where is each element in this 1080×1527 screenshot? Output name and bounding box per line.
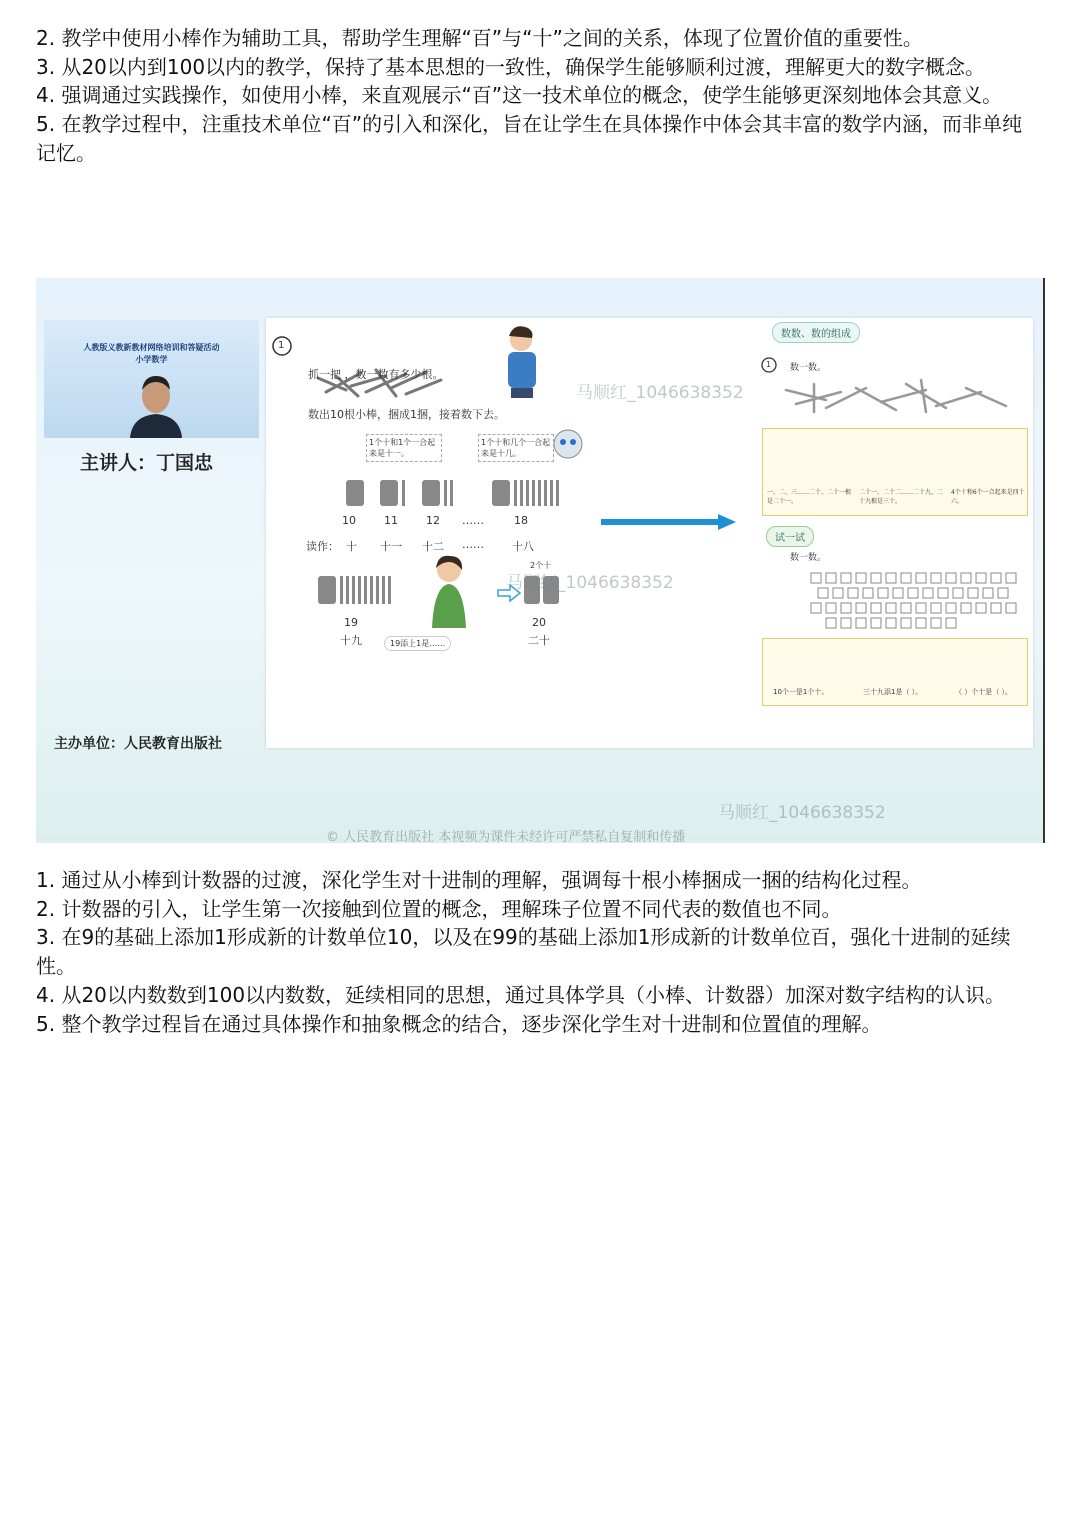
try-sub: 数一数。 <box>790 553 827 563</box>
read-label: 读作： <box>306 540 339 553</box>
note-item: 2. 计数器的引入，让学生第一次接触到位置的概念，理解珠子位置不同代表的数值也不同。 <box>36 896 842 921</box>
number-label: 18 <box>514 514 528 527</box>
watermark: 马顺红_1046638352 <box>718 803 886 823</box>
step-number: 1 <box>278 340 285 351</box>
cubes-panel <box>762 638 1028 706</box>
number-label: 11 <box>384 514 398 527</box>
try-tag: 试一试 <box>766 526 814 547</box>
number-label: 10 <box>342 514 356 527</box>
slide-instruction: 抓一把 ，数一数有多少根。 <box>308 368 444 381</box>
panel-text: （ ）个十是（ ）。 <box>955 688 1012 696</box>
panel-text: 4个十和6个一合起来是四十六。 <box>951 489 1025 505</box>
panel-text: 三十九添1是（ ）。 <box>863 688 923 696</box>
watermark: 马顺红_1046638352 <box>506 573 674 593</box>
number-label: …… <box>462 514 484 527</box>
video-screenshot <box>36 278 1045 843</box>
top-notes <box>36 24 1041 168</box>
bottom-notes <box>36 866 1041 1038</box>
presenter-card <box>44 320 259 438</box>
number-label: 19 <box>344 616 358 629</box>
course-subtitle: 小学数学 <box>135 355 168 364</box>
read-text: 十一 <box>380 540 402 553</box>
section-tag: 数数、数的组成 <box>772 322 860 343</box>
panel-text: 二十一、二十二……二十九、二十九根是三十。 <box>859 489 944 505</box>
step-label: 数一数。 <box>790 363 827 373</box>
speaker-label: 主讲人：丁国忠 <box>80 452 214 474</box>
note-item: 1. 通过从小棒到计数器的过渡，深化学生对十进制的理解，强调每十根小棒捆成一捆的结构化过程。 <box>36 868 922 892</box>
group-label: 2个十 <box>530 561 552 570</box>
panel-text: 10个一是1个十。 <box>773 688 829 696</box>
panel-text: 一、二、三……二十、二十一根是二十一。 <box>767 489 852 505</box>
note-item: 3. 从20以内到100以内的教学，保持了基本思想的一致性，确保学生能够顺利过渡，理解更大的数字概念。 <box>36 54 986 79</box>
read-text: …… <box>462 538 484 551</box>
note-item: 4. 强调通过实践操作，如使用小棒，来直观展示“百”这一技术单位的概念，使学生能够更深刻地体会其意义。 <box>36 83 1003 108</box>
number-label: 12 <box>426 514 440 527</box>
speech-bubble: 19添上1是…… <box>384 636 451 651</box>
number-label: 20 <box>532 616 546 629</box>
speech-bubble: 1个十和几个一合起来是十几。 <box>478 434 554 462</box>
counting-panel <box>762 428 1028 516</box>
speech-bubble: 1个十和1个一合起来是十一。 <box>366 434 442 462</box>
read-text: 十 <box>346 540 357 553</box>
read-text: 二十 <box>528 634 550 647</box>
read-text: 十二 <box>422 540 444 553</box>
read-text: 十八 <box>512 540 534 553</box>
note-item: 4. 从20以内数数到100以内数数，延续相同的思想，通过具体学具（小棒、计数器）加深对数字结构的认识。 <box>36 982 1006 1007</box>
presenter-image <box>124 368 188 438</box>
copyright-notice: © 人民教育出版社 本视频为课件未经许可严禁私自复制和传播 <box>326 830 686 843</box>
organizer-label: 主办单位：人民教育出版社 <box>54 736 222 752</box>
note-item: 2. 教学中使用小棒作为辅助工具，帮助学生理解“百”与“十”之间的关系，体现了位置价值的重要性。 <box>36 26 923 50</box>
slide-subinstruction: 数出10根小棒，捆成1捆，接着数下去。 <box>308 408 505 421</box>
course-title: 人教版义教新教材网络培训和答疑活动 <box>83 343 220 352</box>
note-item: 5. 在教学过程中，注重技术单位“百”的引入和深化，旨在让学生在具体操作中体会其丰富的数学内涵，而非单纯记忆。 <box>36 112 1023 165</box>
read-text: 十九 <box>340 634 362 647</box>
watermark: 马顺红_1046638352 <box>576 383 744 403</box>
note-item: 3. 在9的基础上添加1形成新的计数单位10，以及在99的基础上添加1形成新的计数单位百，强化十进制的延续性。 <box>36 925 1011 979</box>
note-item: 5. 整个教学过程旨在通过具体操作和抽象概念的结合，逐步深化学生对十进制和位置值的理解。 <box>36 1011 882 1036</box>
step-number: 1 <box>766 360 772 369</box>
